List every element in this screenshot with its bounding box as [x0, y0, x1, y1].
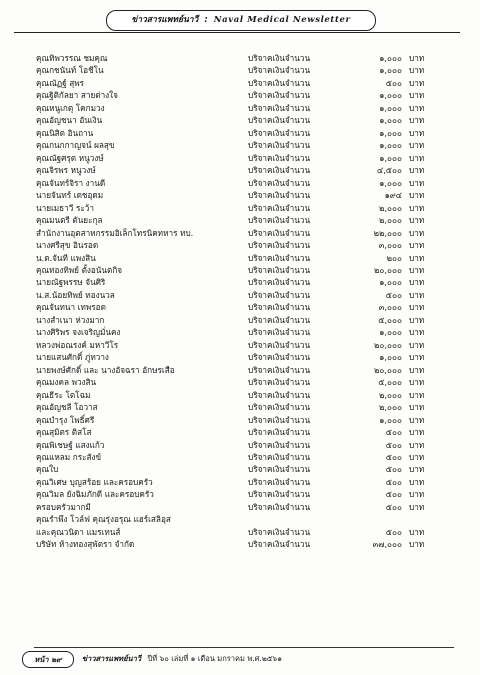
- currency-unit: บาท: [409, 140, 425, 151]
- donation-label: บริจาคเงินจำนวน: [248, 452, 311, 462]
- currency-unit: บาท: [409, 215, 425, 226]
- donation-label: บริจาคเงินจำนวน: [248, 364, 311, 375]
- page-number-badge: หน้า ๒๙: [22, 651, 74, 668]
- currency-unit: บาท: [409, 377, 425, 388]
- donor-name: คุณทิพวรรณ ชมคุณ: [36, 53, 108, 63]
- footer-issue: ปีที่ ๖๐ เล่มที่ ๑ เดือน มกราคม พ.ศ.๒๕๖๑: [147, 654, 282, 663]
- donor-name: คุณธีระ โตโฉม: [36, 389, 91, 400]
- currency-unit: บาท: [409, 439, 425, 450]
- donation-row: [36, 264, 456, 276]
- donation-amount: ๑,๐๐๐: [379, 327, 402, 338]
- donation-row: [36, 202, 456, 214]
- donation-label: บริจาคเงินจำนวน: [248, 377, 311, 388]
- donation-row: [36, 102, 456, 114]
- donation-row: [36, 127, 456, 139]
- donation-amount: ๑,๐๐๐: [379, 352, 402, 363]
- currency-unit: บาท: [409, 526, 425, 537]
- donation-label: บริจาคเงินจำนวน: [248, 190, 311, 201]
- currency-unit: บาท: [409, 152, 425, 163]
- donation-list: [36, 52, 456, 551]
- donation-amount: ๕๐๐: [385, 501, 402, 512]
- donation-label: บริจาคเงินจำนวน: [248, 252, 311, 263]
- donation-row: [36, 89, 456, 101]
- footer-divider: [34, 647, 454, 648]
- donation-row: [36, 526, 456, 538]
- donation-row: [36, 476, 456, 488]
- donor-name: คุณนิสิต อินถาน: [36, 127, 94, 138]
- currency-unit: บาท: [409, 414, 425, 425]
- donation-row: [36, 451, 456, 463]
- title-english: Naval Medical Newsletter: [213, 15, 351, 25]
- currency-unit: บาท: [409, 115, 425, 126]
- donation-label: บริจาคเงินจำนวน: [248, 152, 311, 163]
- donation-row: [36, 139, 456, 151]
- donation-amount: ๑,๐๐๐: [379, 127, 402, 138]
- donation-label: บริจาคเงินจำนวน: [248, 102, 311, 113]
- donation-amount: ๑,๐๐๐: [379, 414, 402, 425]
- title-separator: :: [204, 15, 208, 25]
- donation-row: [36, 152, 456, 164]
- donation-label: บริจาคเงินจำนวน: [248, 539, 311, 550]
- donor-name: นายณัฐพรรษ จันศิริ: [36, 277, 106, 288]
- donor-name: สำนักงานอุตสาหกรรมอิเล็กโทรนิคทหาร ทบ.: [36, 227, 194, 238]
- donation-row: [36, 239, 456, 251]
- currency-unit: บาท: [409, 277, 425, 288]
- donation-amount: ๑,๐๐๐: [379, 177, 402, 188]
- donation-label: บริจาคเงินจำนวน: [248, 127, 311, 138]
- donation-label: บริจาคเงินจำนวน: [248, 526, 311, 537]
- donor-name: คุณมงคล พวงสิน: [36, 377, 97, 388]
- donor-name: คุณทองทิพย์ ตั้งอนันตกิจ: [36, 264, 123, 275]
- title-thai: ข่าวสารแพทย์นาวี: [131, 15, 199, 25]
- currency-unit: บาท: [409, 314, 425, 325]
- donor-name: คุณจิรพร หนูวงษ์: [36, 165, 96, 176]
- donation-label: บริจาคเงินจำนวน: [248, 77, 311, 88]
- donation-label: บริจาคเงินจำนวน: [248, 476, 311, 487]
- donation-label: บริจาคเงินจำนวน: [248, 427, 311, 438]
- donation-amount: ๒,๐๐๐: [379, 402, 402, 413]
- donation-label: บริจาคเงินจำนวน: [248, 389, 311, 400]
- donation-amount: ๓,๐๐๐: [378, 240, 402, 251]
- donation-label: บริจาคเงินจำนวน: [248, 277, 311, 288]
- donation-row: [36, 114, 456, 126]
- donor-name: คุณณัฐศรุต หนูวงษ์: [36, 152, 104, 163]
- donation-label: บริจาคเงินจำนวน: [248, 414, 311, 425]
- donation-row: [36, 189, 456, 201]
- currency-unit: บาท: [409, 539, 425, 550]
- donor-name: นางสำเนา ห่วงมาก: [36, 314, 105, 325]
- donation-amount: ๔,๕๐๐: [377, 165, 402, 176]
- footer-journal-name: ข่าวสารแพทย์นาวี: [82, 654, 142, 663]
- donation-label: บริจาคเงินจำนวน: [248, 327, 311, 338]
- donation-amount: ๒๐๐: [386, 252, 402, 263]
- currency-unit: บาท: [409, 452, 425, 462]
- donor-name: คุณกนกกาญจน์ ผลสุข: [36, 140, 115, 151]
- donation-label: บริจาคเงินจำนวน: [248, 352, 311, 363]
- currency-unit: บาท: [409, 389, 425, 400]
- donation-label: บริจาคเงินจำนวน: [248, 240, 311, 251]
- currency-unit: บาท: [409, 464, 425, 475]
- donation-amount: ๕๐๐: [385, 77, 402, 88]
- donation-label: บริจาคเงินจำนวน: [248, 489, 311, 500]
- donation-label: บริจาคเงินจำนวน: [248, 65, 311, 76]
- currency-unit: บาท: [409, 476, 425, 487]
- donation-amount: ๒,๐๐๐: [379, 215, 402, 226]
- donor-name: นางศิริพร จงเจริญมั่นคง: [36, 327, 121, 338]
- currency-unit: บาท: [409, 90, 425, 101]
- donation-row: [36, 77, 456, 89]
- donation-row: [36, 351, 456, 363]
- donation-label: บริจาคเงินจำนวน: [248, 227, 311, 238]
- donation-label: บริจาคเงินจำนวน: [248, 202, 311, 213]
- donation-row: [36, 414, 456, 426]
- donation-label: บริจาคเงินจำนวน: [248, 115, 311, 126]
- currency-unit: บาท: [409, 165, 425, 176]
- donation-row: [36, 364, 456, 376]
- donation-row: [36, 339, 456, 351]
- currency-unit: บาท: [409, 489, 425, 500]
- donation-amount: ๕๐๐: [385, 526, 402, 537]
- donation-amount: ๑,๐๐๐: [379, 90, 402, 101]
- currency-unit: บาท: [409, 53, 425, 63]
- currency-unit: บาท: [409, 501, 425, 512]
- donor-name: คุณกชนันท์ โอชีโน: [36, 65, 104, 76]
- donation-row: [36, 314, 456, 326]
- donor-name: คุณบำรุง โพธิ์ศรี: [36, 414, 95, 425]
- donation-row: [36, 326, 456, 338]
- donation-amount: ๑,๐๐๐: [379, 53, 402, 63]
- donation-label: บริจาคเงินจำนวน: [248, 140, 311, 151]
- donor-name: คุณณัฏฐ์ สุพร: [36, 77, 85, 88]
- donation-label: บริจาคเงินจำนวน: [248, 215, 311, 226]
- currency-unit: บาท: [409, 289, 425, 300]
- donation-amount: ๕๐๐: [385, 427, 402, 438]
- donation-label: บริจาคเงินจำนวน: [248, 264, 311, 275]
- donor-name: คุณพิเชษฐ์ แสงแก้ว: [36, 439, 105, 450]
- donation-row: [36, 164, 456, 176]
- currency-unit: บาท: [409, 240, 425, 251]
- donation-amount: ๕๐๐: [385, 452, 402, 462]
- currency-unit: บาท: [409, 302, 425, 313]
- donation-row: [36, 214, 456, 226]
- donor-name: คุณอัญชลี โอวาส: [36, 402, 98, 413]
- donation-label: บริจาคเงินจำนวน: [248, 314, 311, 325]
- donation-label: บริจาคเงินจำนวน: [248, 289, 311, 300]
- donation-row: [36, 426, 456, 438]
- donor-name: น.ส.น้อยทิพย์ ทองนวล: [36, 289, 115, 300]
- donation-row: [36, 538, 456, 550]
- donor-name: คุณหนูเกตุ โคกมวง: [36, 102, 105, 113]
- donor-name: คุณจันทร์จิรา งานดี: [36, 177, 106, 188]
- donation-amount: ๒,๐๐๐: [379, 202, 402, 213]
- donation-amount: ๕,๐๐๐: [378, 314, 402, 325]
- donation-amount: ๕๐๐: [385, 464, 402, 475]
- currency-unit: บาท: [409, 364, 425, 375]
- donor-name: คุณใบ: [36, 464, 59, 475]
- currency-unit: บาท: [409, 77, 425, 88]
- donor-name: คุณอัญชนา อันเงิน: [36, 115, 103, 126]
- donation-amount: ๑,๐๐๐: [379, 152, 402, 163]
- donor-name: คุณสุมิตร ติสโส: [36, 427, 92, 438]
- donation-amount: ๒๐,๐๐๐: [374, 364, 402, 375]
- currency-unit: บาท: [409, 227, 425, 238]
- donation-label: บริจาคเงินจำนวน: [248, 53, 311, 63]
- currency-unit: บาท: [409, 264, 425, 275]
- currency-unit: บาท: [409, 177, 425, 188]
- donation-label: บริจาคเงินจำนวน: [248, 90, 311, 101]
- donation-row: [36, 488, 456, 500]
- donation-label: บริจาคเงินจำนวน: [248, 439, 311, 450]
- donation-label: บริจาคเงินจำนวน: [248, 402, 311, 413]
- footer-issue-info: [82, 652, 282, 666]
- donation-row: [36, 463, 456, 475]
- donation-row: [36, 513, 456, 525]
- donation-amount: ๕,๐๐๐: [378, 377, 402, 388]
- donation-amount: ๕๐๐: [385, 476, 402, 487]
- donation-amount: ๑,๐๐๐: [379, 102, 402, 113]
- donation-row: [36, 389, 456, 401]
- donor-name: บริษัท ห้างทองสุพัตรา จำกัด: [36, 539, 135, 550]
- donor-name: คุณวิเศษ บุญสร้อย และครอบครัว: [36, 476, 153, 487]
- donor-name: และคุณวนิดา แมรเทนส์: [36, 526, 121, 537]
- currency-unit: บาท: [409, 252, 425, 263]
- currency-unit: บาท: [409, 352, 425, 363]
- currency-unit: บาท: [409, 339, 425, 350]
- donation-amount: ๒๒,๐๐๐: [373, 227, 402, 238]
- donor-name: หลวงพ่อณรงค์ มหาวีโร: [36, 339, 119, 350]
- donor-name: นายเมธาวี ระว้า: [36, 202, 94, 213]
- donation-row: [36, 227, 456, 239]
- donor-name: คุณแหลม กระสังข์: [36, 452, 102, 462]
- donation-amount: ๑,๐๐๐: [379, 140, 402, 151]
- donor-name: นายจันทร์ เดชอุดม: [36, 190, 104, 201]
- donation-amount: ๑,๐๐๐: [379, 277, 402, 288]
- donation-amount: ๑,๐๐๐: [379, 115, 402, 126]
- newsletter-title-banner: [106, 10, 376, 31]
- donor-name: คุณมนตรี ตันยะกุล: [36, 215, 103, 226]
- donation-label: บริจาคเงินจำนวน: [248, 339, 311, 350]
- donation-row: [36, 252, 456, 264]
- donation-amount: ๕๐๐: [385, 439, 402, 450]
- donation-label: บริจาคเงินจำนวน: [248, 165, 311, 176]
- currency-unit: บาท: [409, 202, 425, 213]
- donation-amount: ๑๙๔: [384, 190, 402, 201]
- donor-name: นางศรีสุข อินรอด: [36, 240, 99, 251]
- currency-unit: บาท: [409, 427, 425, 438]
- donation-row: [36, 289, 456, 301]
- donation-amount: ๑,๐๐๐: [379, 65, 402, 76]
- donation-amount: ๒๐,๐๐๐: [374, 264, 402, 275]
- donation-amount: ๓๗,๐๐๐: [372, 539, 402, 550]
- donation-row: [36, 64, 456, 76]
- donation-row: [36, 301, 456, 313]
- donor-name: คุณฐิติกัลยา สายต่างใจ: [36, 90, 118, 101]
- currency-unit: บาท: [409, 327, 425, 338]
- donation-row: [36, 376, 456, 388]
- currency-unit: บาท: [409, 190, 425, 201]
- donor-name: คุณจันทนา เทพรอด: [36, 302, 106, 313]
- donation-amount: ๕๐๐: [385, 489, 402, 500]
- donation-amount: ๕๐๐: [385, 289, 402, 300]
- donor-name: ครอบครัวมากมี: [36, 501, 91, 512]
- donation-label: บริจาคเงินจำนวน: [248, 501, 311, 512]
- donation-label: บริจาคเงินจำนวน: [248, 302, 311, 313]
- donation-row: [36, 401, 456, 413]
- donation-row: [36, 439, 456, 451]
- donation-row: [36, 276, 456, 288]
- donation-amount: ๓,๐๐๐: [378, 302, 402, 313]
- donation-row: [36, 52, 456, 64]
- newsletter-header: [14, 10, 460, 33]
- currency-unit: บาท: [409, 102, 425, 113]
- donor-name: น.ต.จันที แพงสิน: [36, 252, 96, 263]
- currency-unit: บาท: [409, 402, 425, 413]
- donation-label: บริจาคเงินจำนวน: [248, 464, 311, 475]
- donor-name: นายแสนศักดิ์ ภู่ทวาง: [36, 352, 109, 363]
- donor-name: นายพงษ์ศักดิ์ และ นางอัจฉรา อักษรเสือ: [36, 364, 175, 375]
- donation-amount: ๒๐,๐๐๐: [374, 339, 402, 350]
- donor-name: คุณวิมล ยังฉิมภักดี และครอบครัว: [36, 489, 154, 500]
- donation-label: บริจาคเงินจำนวน: [248, 177, 311, 188]
- donor-name: คุณรำพึง โวล์ฟ คุณรุ่งอรุณ แฮร์เสลิอุส: [36, 514, 171, 525]
- currency-unit: บาท: [409, 127, 425, 138]
- donation-row: [36, 177, 456, 189]
- currency-unit: บาท: [409, 65, 425, 76]
- donation-amount: ๒,๐๐๐: [379, 389, 402, 400]
- donation-row: [36, 501, 456, 513]
